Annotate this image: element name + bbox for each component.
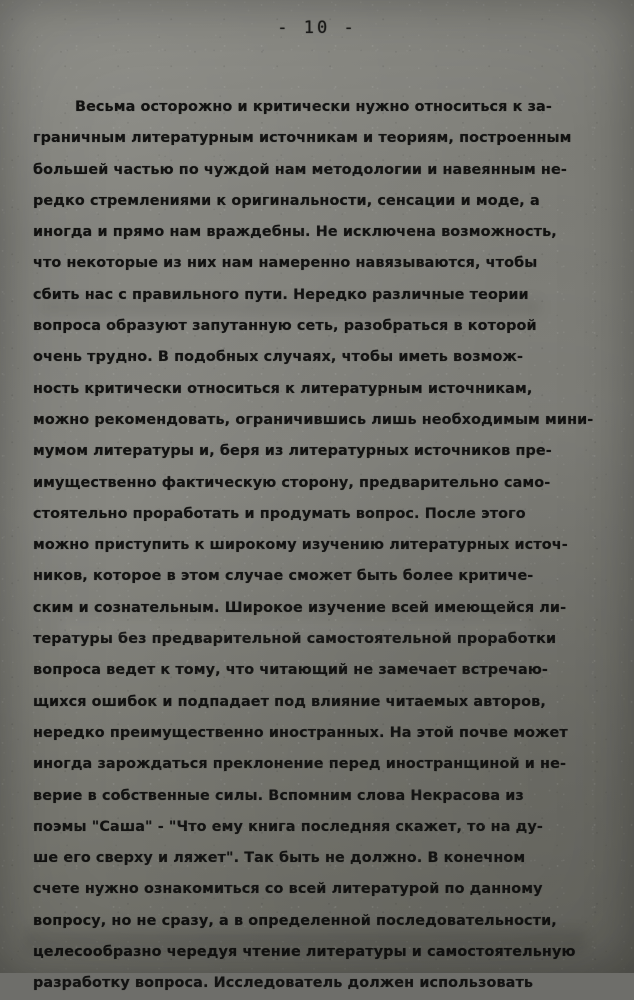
text-line: что некоторые из них нам намеренно навязываются, чтобы: [33, 255, 538, 272]
text-line: счете нужно ознакомиться со всей литературой по данному: [33, 881, 543, 898]
text-line: ским и сознательным. Широкое изучение всей имеющейся ли-: [33, 599, 567, 616]
bottom-bleed-text: [120, 958, 540, 971]
text-line: иногда и прямо нам враждебны. Не исключена возможность,: [33, 224, 557, 241]
text-line: ность критически относиться к литературным источникам,: [33, 380, 533, 397]
text-line: мумом литературы и, беря из литературных источников пре-: [33, 443, 552, 460]
text-line: нередко преимущественно иностранных. На этой почве может: [33, 724, 568, 741]
text-line: стоятельно проработать и продумать вопрос. После этого: [33, 505, 526, 522]
text-line: тературы без предварительной самостоятельной проработки: [33, 631, 557, 648]
text-line: Весьма осторожно и критически нужно относиться к за-: [75, 99, 552, 115]
text-line: верие в собственные силы. Вспомним слова Некрасова из: [33, 787, 524, 804]
text-line: вопроса ведет к тому, что читающий не замечает встречаю-: [33, 662, 549, 679]
text-line: вопросу, но не сразу, а в определенной последовательности,: [33, 912, 557, 929]
page-number: - 10 -: [277, 18, 357, 38]
text-line: большей частью по чуждой нам методологии и навеянным не-: [33, 161, 567, 178]
text-line: можно рекомендовать, ограничившись лишь необходимым мини-: [33, 411, 594, 428]
text-line: иногда зарождаться преклонение перед иностранщиной и не-: [33, 756, 567, 773]
text-line: можно приступить к широкому изучению литературных источ-: [33, 537, 568, 554]
text-line: сбить нас с правильного пути. Нередко различные теории: [33, 286, 529, 303]
text-line: ников, которое в этом случае сможет быть более критиче-: [33, 568, 534, 585]
text-line: очень трудно. В подобных случаях, чтобы иметь возмож-: [33, 349, 524, 366]
text-line: разработку вопроса. Исследователь должен использовать: [33, 975, 534, 992]
text-lines: [33, 92, 603, 1000]
page-body-text: [33, 92, 603, 1000]
text-line: ше его сверху и ляжет". Так быть не должно. В конечном: [33, 850, 526, 867]
text-line: граничным литературным источникам и теориям, построенным: [33, 130, 572, 147]
text-line: поэмы "Саша" - "Что ему книга последняя скажет, то на ду-: [33, 818, 543, 835]
text-line: имущественно фактическую сторону, предварительно само-: [33, 474, 551, 491]
text-line: вопроса образуют запутанную сеть, разобраться в которой: [33, 318, 537, 335]
text-line: редко стремлениями к оригинальности, сенсации и моде, а: [33, 192, 540, 209]
text-line: щихся ошибок и подпадает под влияние читаемых авторов,: [33, 693, 546, 710]
text-line: целесообразно чередуя чтение литературы и самостоятельную: [33, 944, 576, 961]
